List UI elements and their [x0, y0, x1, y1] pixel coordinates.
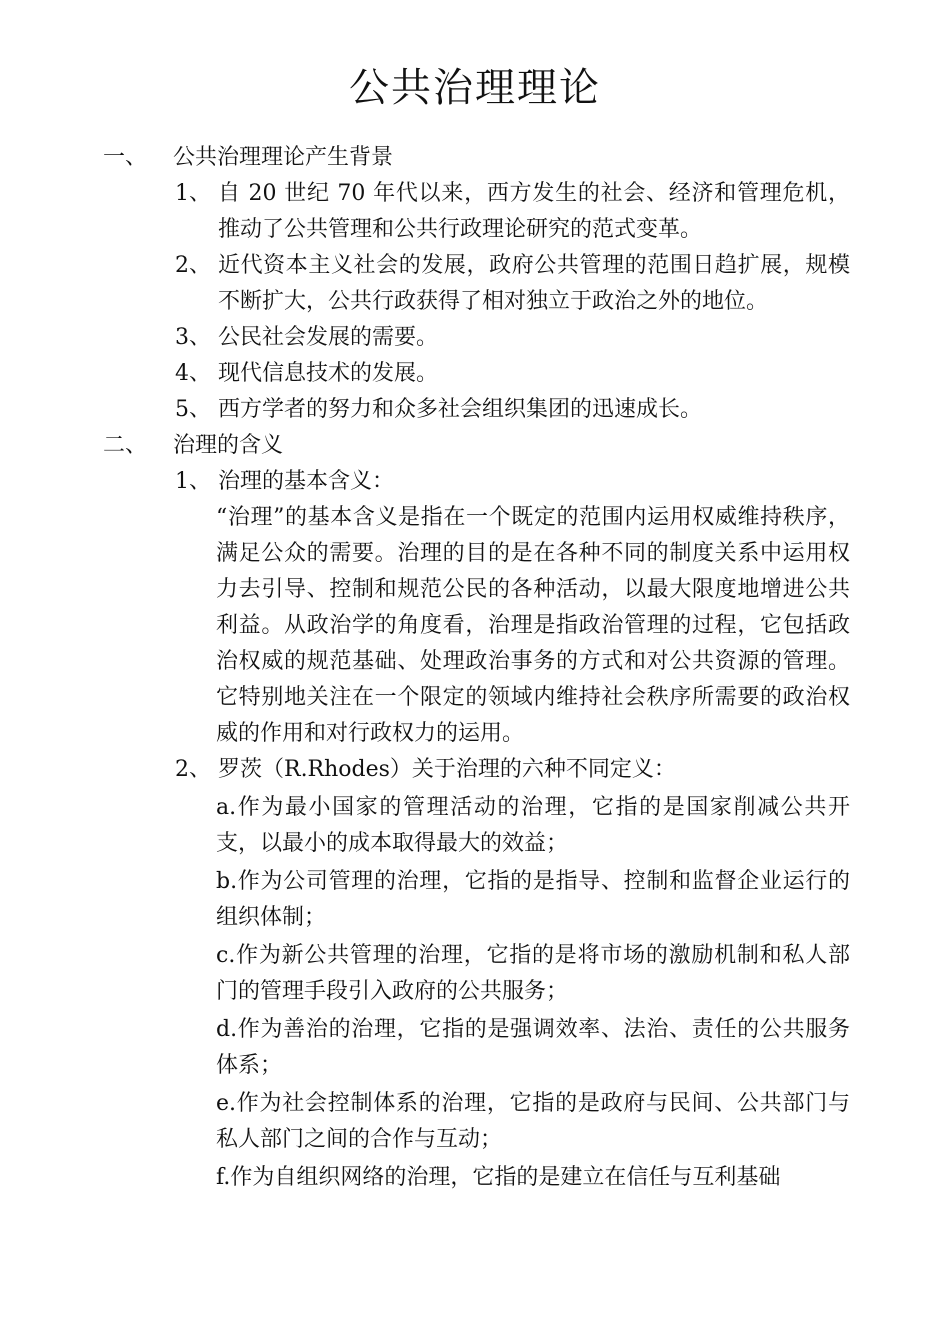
section-heading-2	[0, 428, 950, 464]
section-title: 公共治理理论产生背景	[173, 145, 394, 170]
section-number: 二、	[103, 433, 148, 458]
list-item-number: 4、	[175, 361, 211, 386]
list-item-text: 现代信息技术的发展。	[218, 361, 439, 386]
list-item	[0, 176, 950, 248]
definition-subitem: d.作为善治的治理，它指的是强调效率、法治、责任的公共服务体系；	[216, 1017, 850, 1078]
list-item-text: 公民社会发展的需要。	[218, 325, 439, 350]
list-item-text: 治理的基本含义：	[218, 469, 395, 494]
definition-subitem: b.作为公司管理的治理，它指的是指导、控制和监督企业运行的组织体制；	[216, 869, 850, 930]
definition-subitem: f.作为自组织网络的治理，它指的是建立在信任与互利基础	[216, 1165, 781, 1190]
definition-paragraph: “治理”的基本含义是指在一个既定的范围内运用权威维持秩序，满足公众的需要。治理的目的是在各种不同的制度关系中运用权力去引导、控制和规范公民的各种活动，以最大限度地增进公共利益。从政治学的角度看，治理是指政治管理的过程，它包括政治权威的规范基础、处理政治事务的方式和对公共资源的管理。它特别地关注在一个限定的领域内维持社会秩序所需要的政治权威的作用和对行政权力的运用。	[216, 505, 850, 746]
list-item	[0, 356, 950, 392]
list-item-number: 2、	[175, 757, 211, 782]
list-item	[0, 752, 950, 788]
list-item	[0, 248, 950, 320]
section-number: 一、	[103, 145, 148, 170]
list-item-number: 2、	[175, 253, 211, 278]
list-item-text: 罗茨（R.Rhodes）关于治理的六种不同定义：	[218, 757, 676, 782]
list-item-number: 1、	[175, 181, 211, 206]
definition-subitem: c.作为新公共管理的治理，它指的是将市场的激励机制和私人部门的管理手段引入政府的公共服务；	[216, 943, 850, 1004]
list-item-number: 5、	[175, 397, 211, 422]
definition-subitem: e.作为社会控制体系的治理，它指的是政府与民间、公共部门与私人部门之间的合作与互动；	[216, 1091, 850, 1152]
list-item-text: 近代资本主义社会的发展，政府公共管理的范围日趋扩展，规模不断扩大，公共行政获得了相对独立于政治之外的地位。	[218, 253, 850, 314]
list-item-text: 自 20 世纪 70 年代以来，西方发生的社会、经济和管理危机，推动了公共管理和公共行政理论研究的范式变革。	[218, 181, 850, 242]
document-title: 公共治理理论	[349, 65, 601, 111]
list-item	[0, 320, 950, 356]
list-item-text: 西方学者的努力和众多社会组织集团的迅速成长。	[218, 397, 703, 422]
section-heading-1	[0, 140, 950, 176]
section-title: 治理的含义	[173, 433, 284, 458]
list-item-number: 3、	[175, 325, 211, 350]
list-item	[0, 392, 950, 428]
definition-subitem: a.作为最小国家的管理活动的治理，它指的是国家削减公共开支，以最小的成本取得最大的效益；	[216, 795, 850, 856]
list-item-number: 1、	[175, 469, 211, 494]
list-item	[0, 464, 950, 500]
document-body	[0, 140, 950, 1196]
